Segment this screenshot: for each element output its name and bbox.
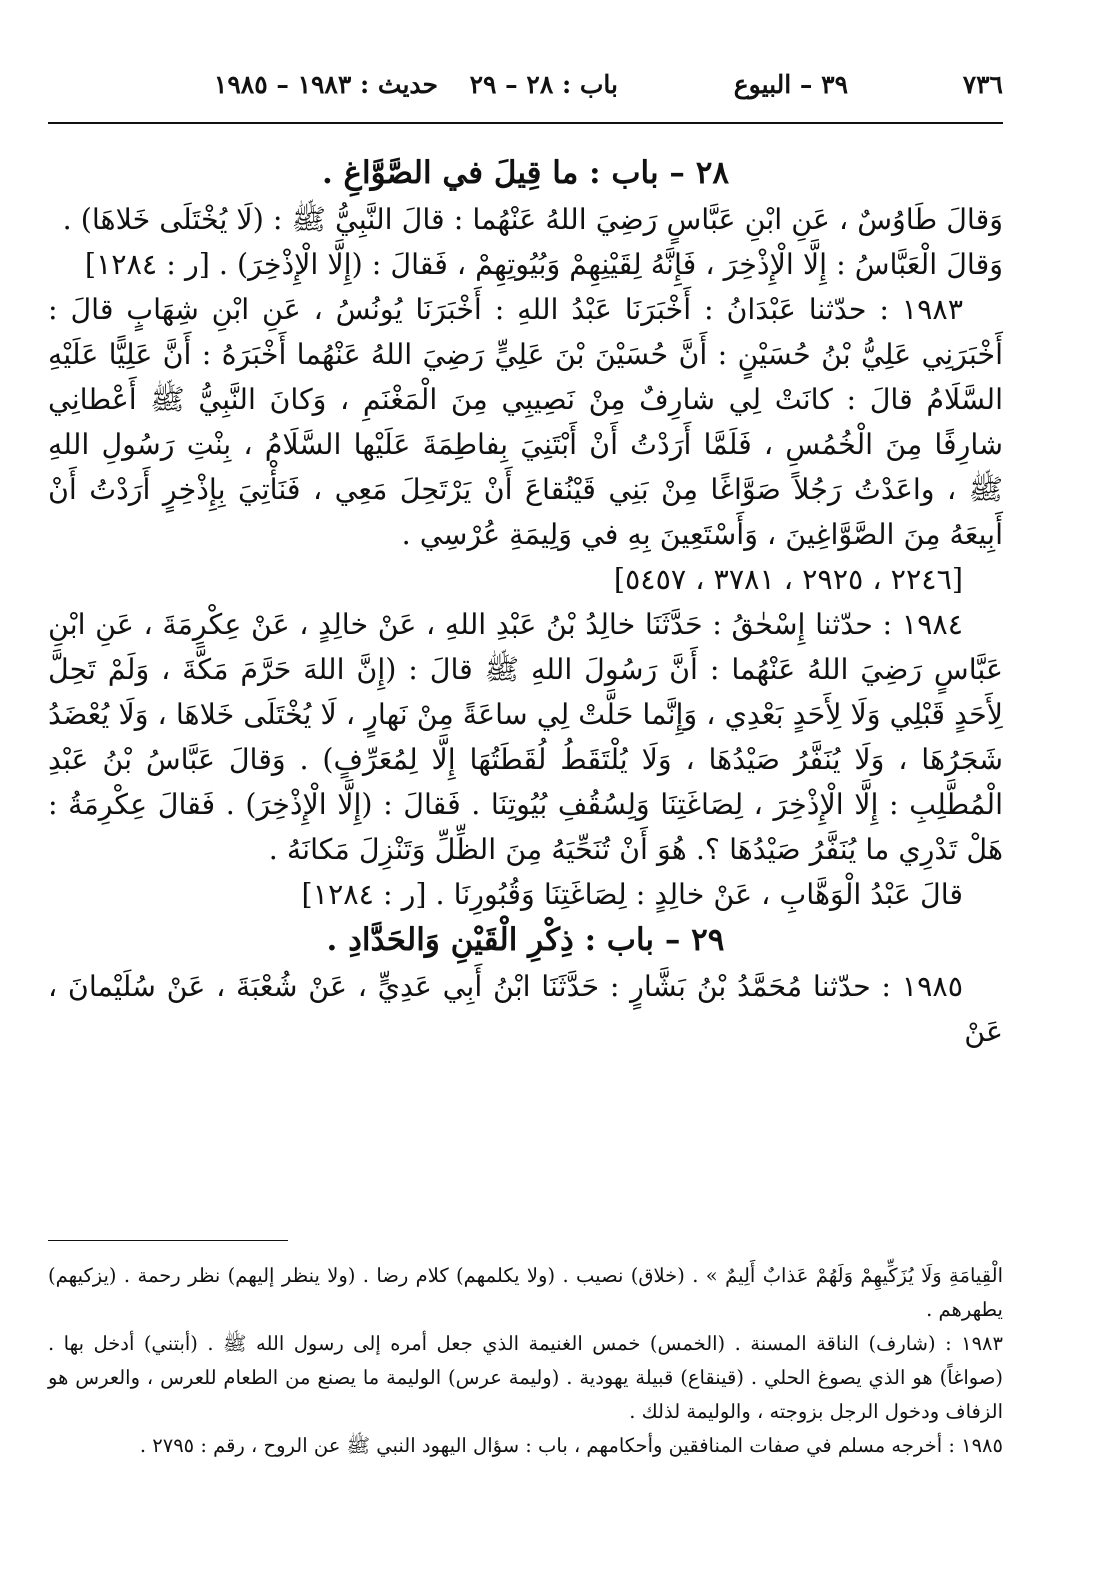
footnote-divider — [48, 1240, 288, 1241]
hadith-1983: ١٩٨٣ : حدّثنا عَبْدَانُ : أَخْبَرَنَا عَبْدُ اللهِ : أَخْبَرَنَا يُونُسُ ، عَنِ ابْنِ شِهَابٍ قالَ : أَخْبَرَنِي عَلِيُّ بْنُ حُسَيْنٍ : أَنَّ حُسَيْنَ بْنَ عَلِيٍّ رَضِيَ اللهُ عَنْهُما أَخْبَرَهُ : أَنَّ عَلِيًّا عَلَيْهِ السَّلَامُ قالَ : كانَتْ لِي شارِفٌ مِنْ نَصِيبِي مِنَ الْمَغْنَمِ ، وَكانَ النَّبِيُّ ﷺ أَعْطانِي شارِفًا مِنَ الْخُمُسِ ، فَلَمَّا أَرَدْتُ أَنْ أَبْتَنِيَ بِفاطِمَةَ عَلَيْها السَّلَامُ ، بِنْتِ رَسُولِ اللهِ ﷺ ، واعَدْتُ رَجُلاً صَوَّاغًا مِنْ بَنِي قَيْنُقاعَ أَنْ يَرْتَحِلَ مَعِي ، فَنَأْتِيَ بِإِذْخِرٍ أَرَدْتُ أَنْ أَبِيعَهُ مِنَ الصَّوَّاغِينَ ، وَأَسْتَعِينَ بِهِ في وَلِيمَةِ عُرْسِي . — [48, 293, 1003, 551]
page-number: ٧٣٦ — [962, 70, 1003, 99]
bab-29-title: ٢٩ – باب : ذِكْرِ الْقَيْنِ وَالحَدَّادِ . — [326, 922, 725, 958]
bab-28-title: ٢٨ – باب : ما قِيلَ في الصَّوَّاغِ . — [321, 155, 730, 191]
hadith-1983-references: [٢٢٤٦ ، ٢٩٢٥ ، ٣٧٨١ ، ٥٤٥٧] — [613, 563, 963, 596]
book-title: ٣٩ – البيوع — [733, 70, 848, 99]
header-divider — [48, 122, 1003, 124]
hadith-range: حديث : ١٩٨٣ – ١٩٨٥ — [213, 70, 438, 99]
abd-alwahhab-narration: قالَ عَبْدُ الْوَهَّابِ ، عَنْ خالِدٍ : لِصَاغَتِنَا وَقُبُورِنَا . [ر : ١٢٨٤] — [301, 878, 963, 911]
footnote-1985: ١٩٨٥ : أخرجه مسلم في صفات المنافقين وأحكامهم ، باب : سؤال اليهود النبي ﷺ عن الروح ، رقم : ٢٧٩٥ . — [139, 1434, 1003, 1457]
tawus-narration: وَقالَ طَاوُسٌ ، عَنِ ابْنِ عَبَّاسٍ رَضِيَ اللهُ عَنْهُما : قالَ النَّبِيُّ ﷺ : (لَا يُخْتَلَى خَلاهَا) . — [62, 203, 1003, 236]
abbas-narration: وَقالَ الْعَبَّاسُ : إِلَّا الْإِذْخِرَ ، فَإِنَّهُ لِقَيْنِهِمْ وَبُيُوتِهِمْ ، فَقالَ : (إِلَّا الْإِذْخِرَ) . [ر : ١٢٨٤] — [84, 248, 1003, 281]
bab-range: باب : ٢٨ – ٢٩ — [469, 70, 618, 99]
running-header — [48, 60, 1003, 110]
main-text — [48, 150, 1003, 1054]
footnote-continued: الْقِيامَةِ وَلَا يُزَكِّيهِمْ وَلَهُمْ عَذابٌ أَلِيمٌ » . (خلاق) نصيب . (ولا يكلمهم) كلام رضا . (ولا ينظر إليهم) نظر رحمة . (يزكيهم) يطهرهم . — [48, 1264, 1003, 1321]
footnotes — [48, 1240, 1003, 1463]
hadith-1984: ١٩٨٤ : حدّثنا إِسْحٰقُ : حَدَّثَنَا خالِدُ بْنُ عَبْدِ اللهِ ، عَنْ خالِدٍ ، عَنْ عِكْرِمَةَ ، عَنِ ابْنِ عَبَّاسٍ رَضِيَ اللهُ عَنْهُما : أَنَّ رَسُولَ اللهِ ﷺ قالَ : (إِنَّ اللهَ حَرَّمَ مَكَّةَ ، وَلَمْ تَحِلَّ لِأَحَدٍ قَبْلِي وَلَا لِأَحَدٍ بَعْدِي ، وَإِنَّما حَلَّتْ لِي ساعَةً مِنْ نَهارٍ ، لَا يُخْتَلَى خَلاهَا ، وَلَا يُعْضَدُ شَجَرُهَا ، وَلَا يُنَفَّرُ صَيْدُهَا ، وَلَا يُلْتَقَطُ لُقَطَتُهَا إِلَّا لِمُعَرِّفٍ) . وَقالَ عَبَّاسُ بْنُ عَبْدِ الْمُطَّلِبِ : إِلَّا الْإِذْخِرَ ، لِصَاغَتِنَا وَلِسُقُفِ بُيُوتِنَا . فَقالَ : (إِلَّا الْإِذْخِرَ) . فَقالَ عِكْرِمَةُ : هَلْ تَدْرِي ما يُنَفَّرُ صَيْدُهَا ؟. هُوَ أَنْ تُنَحِّيَهُ مِنَ الظِّلِّ وَتَنْزِلَ مَكانَهُ . — [48, 608, 1003, 866]
book-page — [48, 60, 1003, 1457]
footnote-1983: ١٩٨٣ : (شارف) الناقة المسنة . (الخمس) خمس الغنيمة الذي جعل أمره إلى رسول الله ﷺ . (أبتني) أدخل بها . (صواغاً) هو الذي يصوغ الحلي . (قينقاع) قبيلة يهودية . (وليمة عرس) الوليمة ما يصنع من الطعام للعرس ، والعرس هو الزفاف ودخول الرجل بزوجته ، والوليمة لذلك . — [48, 1332, 1003, 1423]
hadith-1985: ١٩٨٥ : حدّثنا مُحَمَّدُ بْنُ بَشَّارٍ : حَدَّثَنَا ابْنُ أَبِي عَدِيٍّ ، عَنْ شُعْبَةَ ، عَنْ سُلَيْمانَ ، عَنْ — [48, 970, 1003, 1048]
